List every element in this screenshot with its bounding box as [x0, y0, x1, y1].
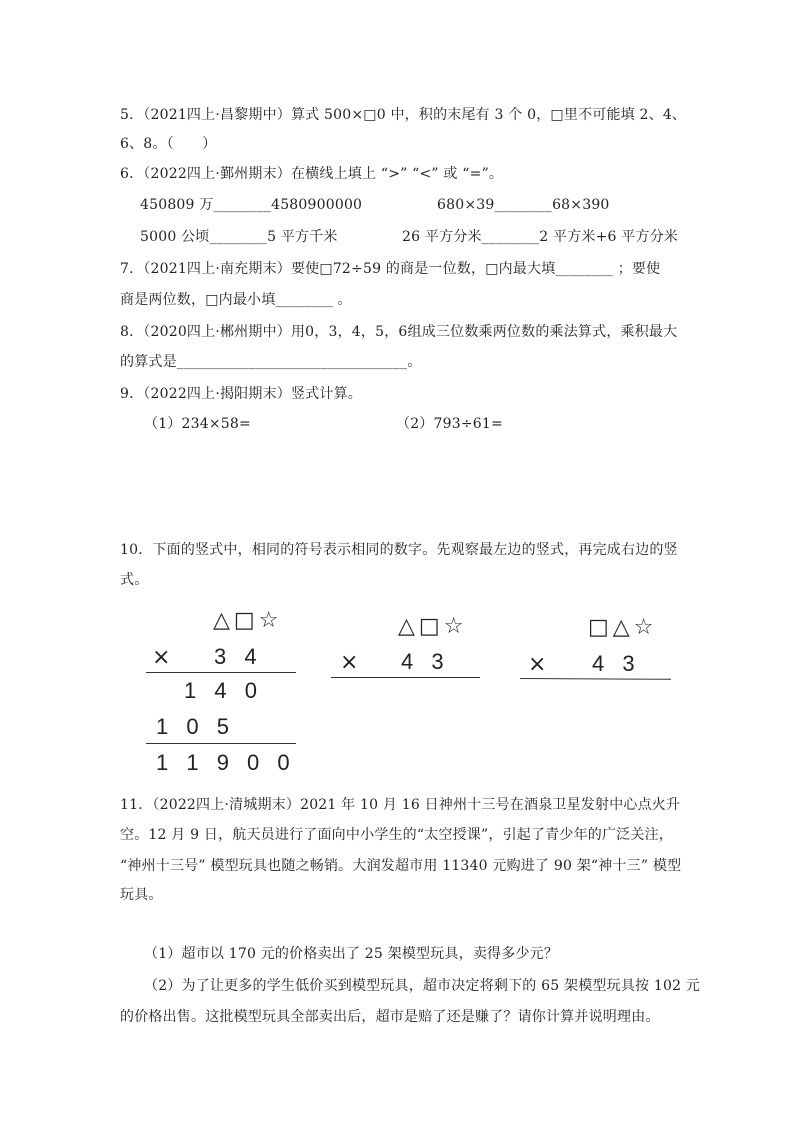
q6-stem: 6．（2022四上·鄞州期末）在横线上填上 “>” “<” 或 “=”。	[120, 166, 504, 182]
v1-multiplier: 3 4	[214, 644, 263, 669]
q11-line3: “神州十三号” 模型玩具也随之畅销。大润发超市用 11340 元购进了 90 架“神十三” 模型	[120, 858, 682, 874]
v2-symbol-row: △□☆	[398, 614, 468, 639]
q11-line2: 空。12 月 9 日，航天员进行了面向中小学生的“太空授课”，引起了青少年的广泛关注，	[120, 827, 673, 843]
v1-multiply-sign: ×	[152, 645, 175, 670]
q11-part2-line1: （2）为了让更多的学生低价买到模型玩具，超市决定将剩下的 65 架模型玩具按 102 元	[144, 978, 701, 994]
v2-multiply-sign: ×	[340, 650, 363, 675]
q9-stem: 9．（2022四上·揭阳期末）竖式计算。	[120, 386, 362, 402]
q8-line1: 8．（2020四上·郴州期中）用0，3，4，5，6组成三位数乘两位数的乘法算式，乘积最大	[120, 324, 678, 340]
v1-partial-1: 1 4 0	[184, 678, 263, 703]
q5-line1: 5．（2021四上·昌黎期中）算式 500×□0 中，积的末尾有 3 个 0，□里不可能填 2、4、	[120, 107, 687, 123]
q11-part1: （1）超市以 170 元的价格卖出了 25 架模型玩具，卖得多少元？	[144, 946, 559, 962]
v1-partial-2: 1 0 5	[156, 714, 235, 739]
v1-result: 1 1 9 0 0	[156, 750, 296, 775]
q6-item-c: 5000 公顷________5 平方千米	[140, 229, 338, 245]
v3-multiply-sign: ×	[528, 652, 551, 677]
q10-line1: 10．下面的竖式中，相同的符号表示相同的数字。先观察最左边的竖式，再完成右边的竖	[120, 542, 678, 558]
v1-rule-2	[146, 743, 296, 744]
q5-line2: 6、8。（ ）	[120, 136, 217, 152]
q11-line4: 玩具。	[120, 887, 163, 903]
q8-line2: 的算式是________________________________。	[120, 354, 422, 370]
q6-item-d: 26 平方分米________2 平方米+6 平方分米	[402, 229, 679, 245]
q6-item-a: 450809 万________4580900000	[140, 197, 363, 213]
q9-part2: （2）793÷61=	[396, 416, 503, 432]
q9-part1: （1）234×58=	[144, 416, 251, 432]
v3-multiplier: 4 3	[592, 651, 641, 676]
q7-line1: 7．（2021四上·南充期末）要使□72÷59 的商是一位数，□内最大填________ ；要使	[120, 261, 661, 277]
v3-rule	[520, 678, 671, 680]
q11-line1: 11．（2022四上·清城期末）2021 年 10 月 16 日神州十三号在酒泉卫星发射中心点火升	[120, 797, 681, 813]
v1-symbol-row: △□☆	[213, 608, 283, 633]
q10-line2: 式。	[120, 572, 149, 588]
v2-rule	[331, 677, 480, 678]
v3-symbol-row: □△☆	[588, 615, 658, 640]
q6-item-b: 680×39________68×390	[437, 197, 610, 213]
q7-line2: 商是两位数，□内最小填________ 。	[120, 292, 352, 308]
v2-multiplier: 4 3	[401, 649, 450, 674]
v1-rule-1	[146, 672, 296, 673]
q11-part2-line2: 的价格出售。这批模型玩具全部卖出后，超市是赔了还是赚了？请你计算并说明理由。	[120, 1009, 660, 1025]
